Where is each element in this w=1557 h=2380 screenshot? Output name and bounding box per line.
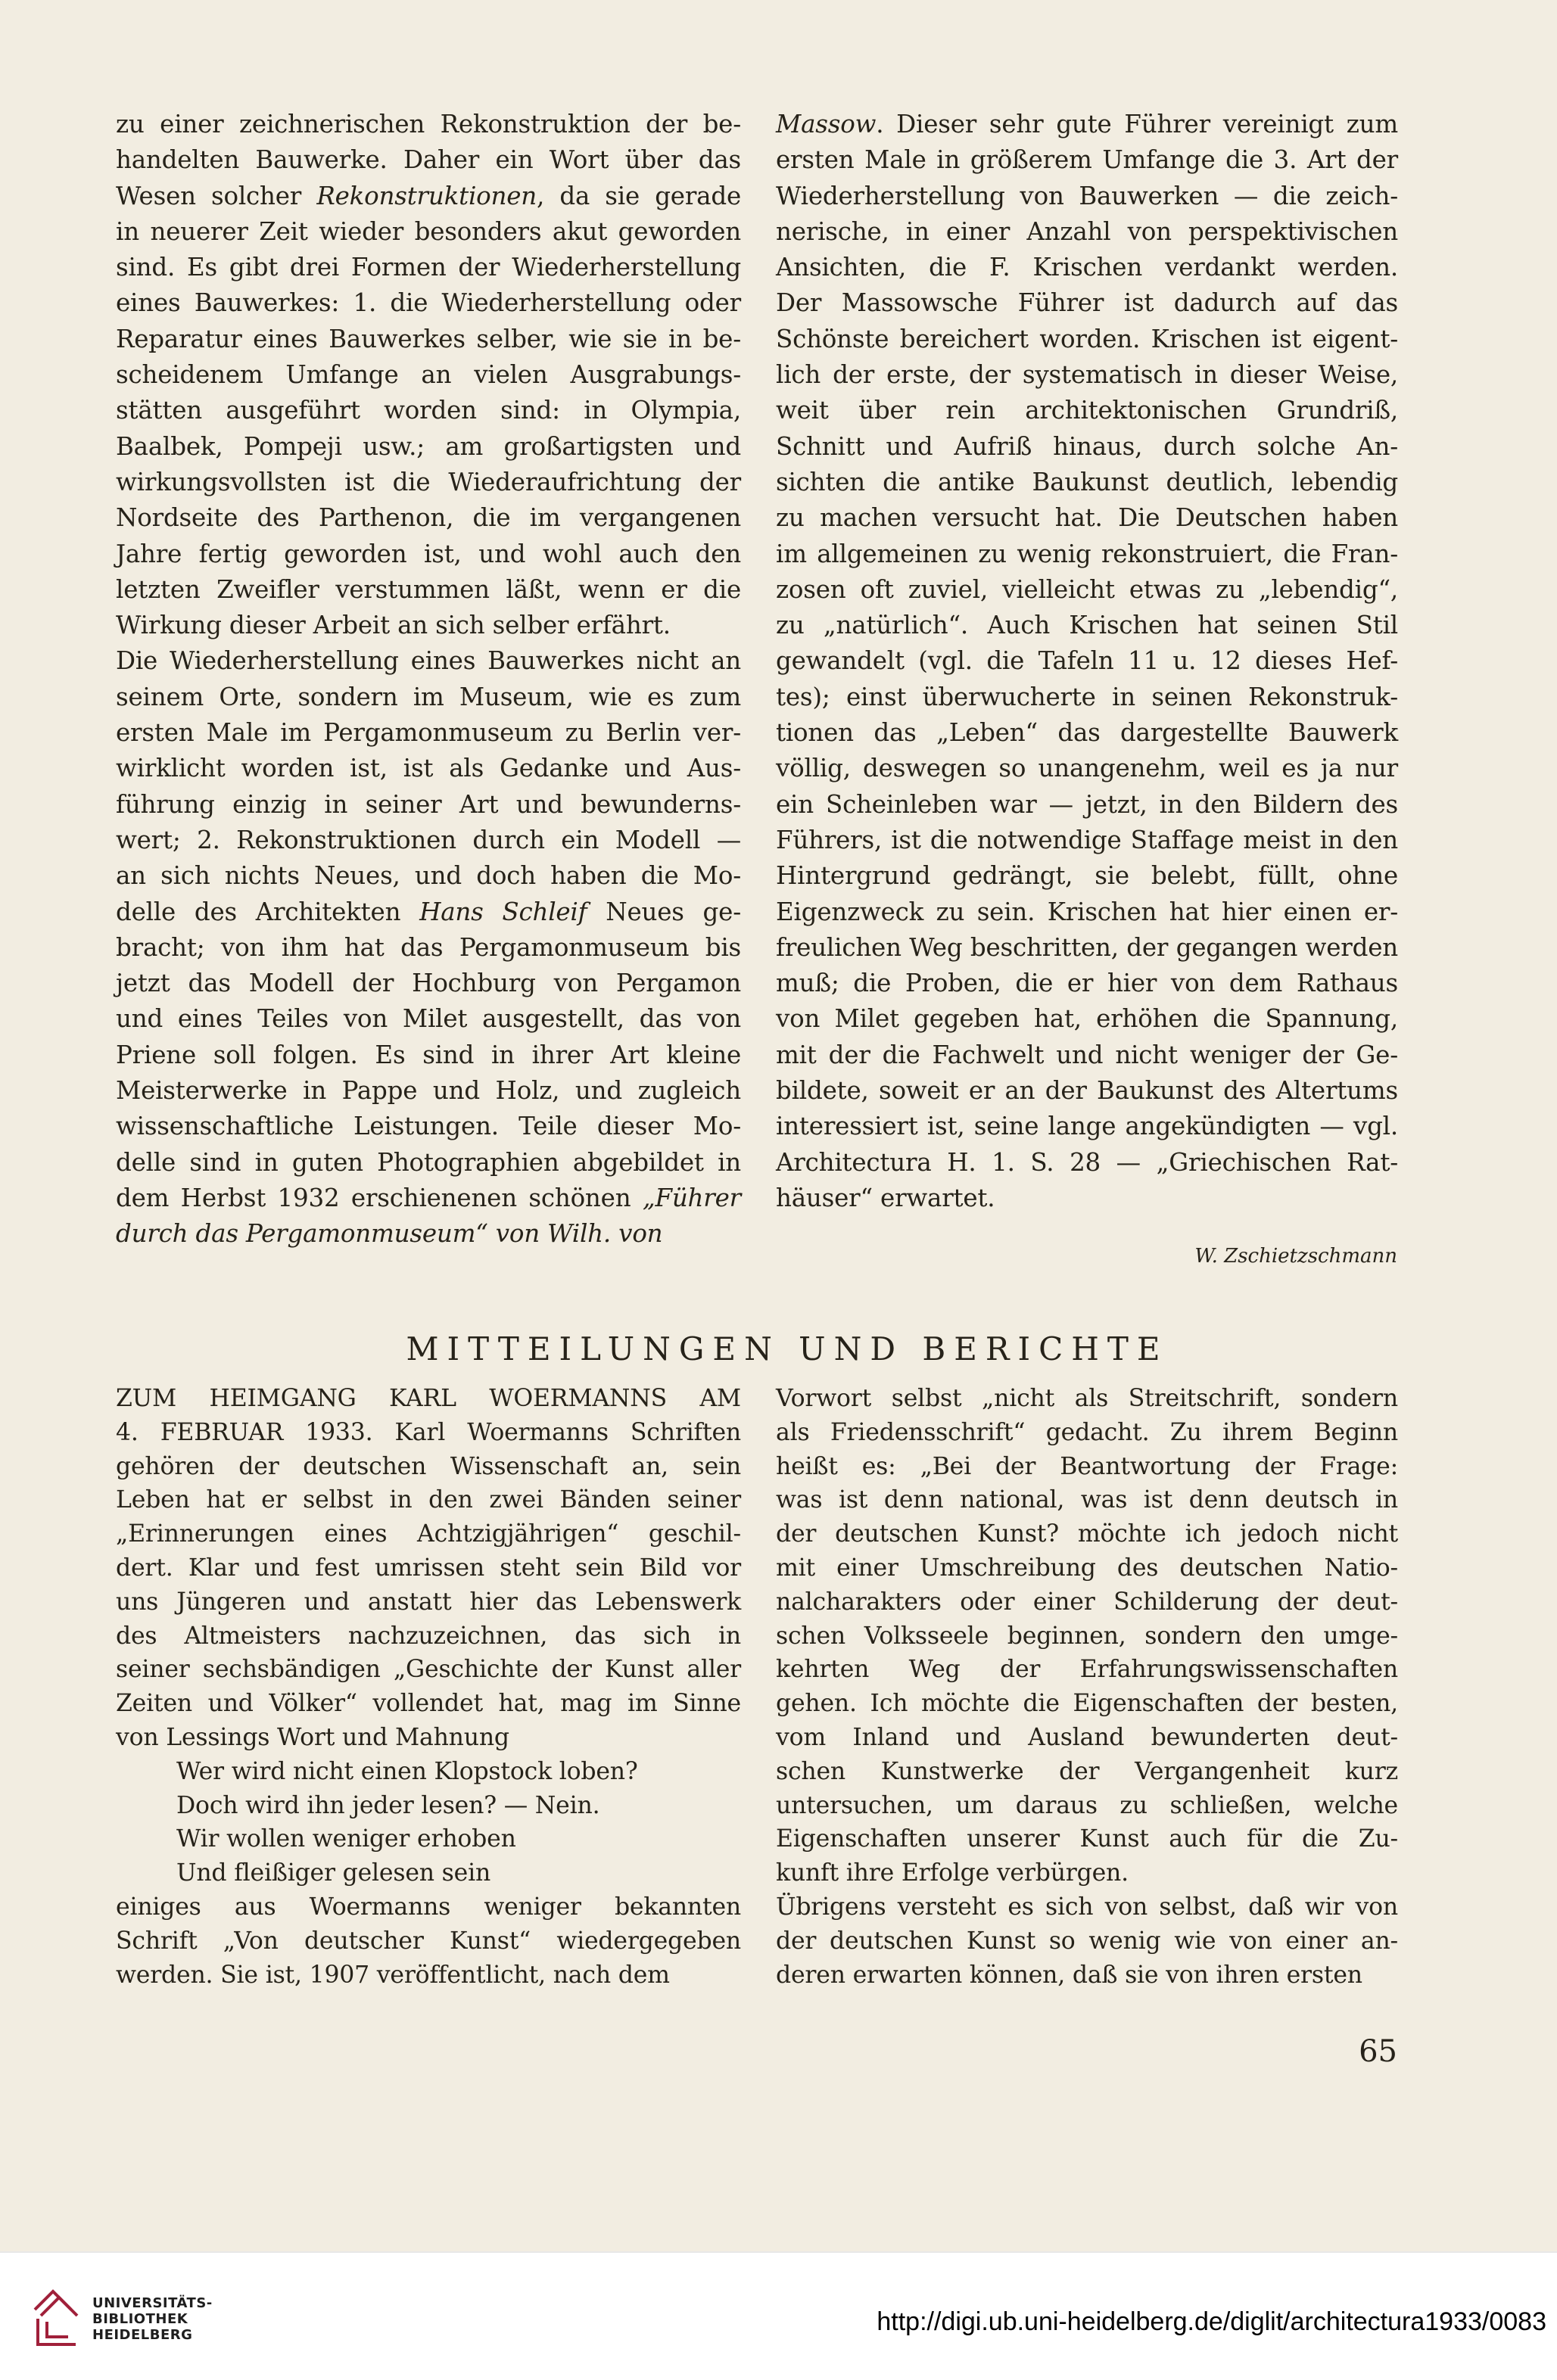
library-name-line: HEIDELBERG (92, 2327, 193, 2343)
text-line: ZUM HEIMGANG KARL WOERMANNS AM (116, 1385, 741, 1412)
text-line: Eigenzweck zu sein. Krischen hat hier einen er- (776, 897, 1398, 926)
text-line: schen Kunstwerke der Vergangenheit kurz (776, 1757, 1398, 1785)
text-line: Jahre fertig geworden ist, und wohl auch den (116, 539, 741, 568)
text-line (116, 1216, 741, 1252)
text-line: muß; die Proben, die er hier von dem Rathaus (776, 969, 1398, 998)
text-line: zu machen versucht hat. Die Deutschen haben (776, 503, 1398, 533)
text-line: Leben hat er selbst in den zwei Bänden seiner (116, 1486, 741, 1514)
text-line: 4. FEBRUAR 1933. Karl Woermanns Schriften (116, 1418, 741, 1446)
text-line: sind. Es gibt drei Formen der Wiederherstellung (116, 253, 741, 282)
text-line: der deutschen Kunst? möchte ich jedoch nicht (776, 1520, 1398, 1548)
page-number: 65 (1359, 2034, 1397, 2069)
text-line: lich der erste, der systematisch in dieser Weise, (776, 360, 1398, 390)
italic-segment: „Führer (642, 1183, 741, 1212)
text-line: gewandelt (vgl. die Tafeln 11 u. 12 dieses Hef- (776, 646, 1398, 676)
text-line: zosen oft zuviel, vielleicht etwas zu „lebendig“, (776, 574, 1398, 604)
text-line: bracht; von ihm hat das Pergamonmuseum bis (116, 932, 741, 962)
text-segment: dem Herbst 1932 erschienenen schönen (116, 1183, 643, 1212)
text-line: scheidenem Umfange an vielen Ausgrabungs- (116, 360, 741, 390)
text-line: eines Bauwerkes: 1. die Wiederherstellung oder (116, 288, 741, 318)
text-line: Schönste bereichert worden. Krischen ist eigent- (776, 324, 1398, 353)
text-line: was ist denn national, was ist denn deutsch in (776, 1486, 1398, 1514)
text-line: Vorwort selbst „nicht als Streitschrift, sondern (776, 1385, 1398, 1412)
text-line: bildete, soweit er an der Baukunst des Altertums (776, 1076, 1398, 1106)
text-line: Ansichten, die F. Krischen verdankt werden. (776, 253, 1398, 282)
text-line: ersten Male im Pergamonmuseum zu Berlin ver- (116, 718, 741, 748)
text-line: Der Massowsche Führer ist dadurch auf das (776, 288, 1398, 318)
text-line: gehen. Ich möchte die Eigenschaften der besten, (776, 1690, 1398, 1718)
text-line: weit über rein architektonischen Grundriß, (776, 396, 1398, 425)
text-line: im allgemeinen zu wenig rekonstruiert, die Fran- (776, 539, 1398, 568)
text-line: interessiert ist, seine lange angekündigten — vgl. (776, 1112, 1398, 1141)
text-line: häuser“ erwartet. (776, 1183, 995, 1212)
viewer-footer (0, 2251, 1557, 2380)
text-line: von Milet gegeben hat, erhöhen die Spannung, (776, 1004, 1398, 1034)
text-line: von Lessings Wort und Mahnung (116, 1723, 509, 1751)
ub-heidelberg-logo-icon[interactable] (30, 2279, 85, 2349)
text-line: in neuerer Zeit wieder besonders akut geworden (116, 216, 741, 246)
text-line: wirkungsvollsten ist die Wiederaufrichtung der (116, 467, 741, 496)
text-segment: Neues ge- (587, 897, 741, 926)
text-line: Wer wird nicht einen Klopstock loben? (176, 1757, 638, 1785)
permalink-url[interactable]: http://digi.ub.uni-heidelberg.de/diglit/architectura1933/0083 (877, 2307, 1546, 2336)
article-bottom-left-column (116, 1382, 741, 1992)
text-line (116, 894, 741, 930)
text-line: als Friedensschrift“ gedacht. Zu ihrem Beginn (776, 1418, 1398, 1446)
text-line: zu einer zeichnerischen Rekonstruktion der be- (116, 110, 741, 138)
text-line: untersuchen, um daraus zu schließen, welche (776, 1791, 1398, 1819)
text-line: mit der die Fachwelt und nicht weniger der Ge- (776, 1040, 1398, 1069)
text-line (116, 1181, 741, 1216)
text-line: Die Wiederherstellung eines Bauwerkes nicht an (116, 646, 741, 676)
text-line: wert; 2. Rekonstruktionen durch ein Modell — (116, 825, 741, 854)
text-line: des Altmeisters nachzuzeichnen, das sich in (116, 1622, 741, 1650)
text-line: Meisterwerke in Pappe und Holz, und zugleich (116, 1076, 741, 1106)
text-line: „Erinnerungen eines Achtzigjährigen“ geschil- (116, 1520, 741, 1548)
text-line: delle sind in guten Photographien abgebildet in (116, 1147, 741, 1177)
text-line: Wiederherstellung von Bauwerken — die zeich- (776, 181, 1398, 210)
text-line: Übrigens versteht es sich von selbst, daß wir von (776, 1893, 1398, 1921)
article-top-right-column (776, 107, 1398, 1216)
text-line: führung einzig in seiner Art und bewunderns- (116, 789, 741, 819)
text-line: freulichen Weg beschritten, der gegangen werden (776, 932, 1398, 962)
text-line: an sich nichts Neues, und doch haben die Mo- (116, 861, 741, 891)
italic-segment: durch das Pergamonmuseum“ von Wilh. von (116, 1219, 663, 1249)
text-line: werden. Sie ist, 1907 veröffentlicht, nach dem (116, 1961, 670, 1989)
text-line: Führers, ist die notwendige Staffage meist in den (776, 825, 1398, 854)
text-line: stätten ausgeführt worden sind: in Olympia, (116, 396, 741, 425)
text-segment: Wesen solcher (116, 181, 317, 210)
text-line: Eigenschaften unserer Kunst auch für die Zu- (776, 1825, 1398, 1853)
author-signature: W. Zschietzschmann (1194, 1245, 1397, 1268)
text-line: einiges aus Woermanns weniger bekannten (116, 1893, 741, 1921)
text-line: vom Inland und Ausland bewunderten deut- (776, 1723, 1398, 1751)
text-line: dert. Klar und fest umrissen steht sein Bild vor (116, 1554, 741, 1582)
italic-segment: Rekonstruktionen (316, 181, 537, 210)
text-line: Und fleißiger gelesen sein (176, 1859, 491, 1887)
italic-segment: Massow (776, 110, 877, 138)
text-line: Reparatur eines Bauwerkes selber, wie sie in be- (116, 324, 741, 353)
library-name-line: BIBLIOTHEK (92, 2311, 188, 2327)
text-line: Wir wollen weniger erhoben (176, 1825, 516, 1853)
text-line: wirklicht worden ist, ist als Gedanke und Aus- (116, 754, 741, 783)
text-line: Priene soll folgen. Es sind in ihrer Art kleine (116, 1040, 741, 1069)
text-line: völlig, deswegen so unangenehm, weil es ja nur (776, 754, 1398, 783)
text-line: Wirkung dieser Arbeit an sich selber erfährt. (116, 611, 671, 640)
text-line: Doch wird ihn jeder lesen? — Nein. (176, 1791, 600, 1819)
text-line: ersten Male in größerem Umfange die 3. Art der (776, 145, 1398, 175)
text-line: jetzt das Modell der Hochburg von Pergamon (116, 969, 741, 998)
text-line: Hintergrund gedrängt, sie belebt, füllt, ohne (776, 861, 1398, 891)
text-line: Baalbek, Pompeji usw.; am großartigsten und (116, 431, 741, 461)
text-line: Schrift „Von deutscher Kunst“ wiedergegeben (116, 1927, 741, 1955)
logo-strokes (35, 2291, 77, 2344)
text-line: kunft ihre Erfolge verbürgen. (776, 1859, 1129, 1887)
text-line: tes); einst überwucherte in seinen Rekonstruk- (776, 682, 1398, 711)
text-line: Nordseite des Parthenon, die im vergangenen (116, 503, 741, 533)
text-line: schen Volksseele beginnen, sondern den umge- (776, 1622, 1398, 1650)
text-line: seiner sechsbändigen „Geschichte der Kunst aller (116, 1656, 741, 1684)
text-line: und eines Teiles von Milet ausgestellt, das von (116, 1004, 741, 1034)
article-bottom-right-column (776, 1382, 1398, 1992)
text-line: nalcharakters oder einer Schilderung der deut- (776, 1588, 1398, 1616)
text-line: gehören der deutschen Wissenschaft an, sein (116, 1452, 741, 1480)
text-line: kehrten Weg der Erfahrungswissenschaften (776, 1656, 1398, 1684)
text-line: Zeiten und Völker“ vollendet hat, mag im Sinne (116, 1690, 741, 1718)
text-line: der deutschen Kunst so wenig wie von einer an- (776, 1927, 1398, 1955)
text-line: zu „natürlich“. Auch Krischen hat seinen Stil (776, 611, 1398, 640)
text-line: seinem Orte, sondern im Museum, wie es zum (116, 682, 741, 711)
text-line: letzten Zweifler verstummen läßt, wenn er die (116, 574, 741, 604)
text-line (116, 179, 741, 214)
text-line (776, 107, 1398, 142)
text-line: tionen das „Leben“ das dargestellte Bauwerk (776, 718, 1398, 748)
italic-segment: Hans Schleif (419, 897, 587, 926)
text-segment: delle des Architekten (116, 897, 420, 926)
text-line: uns Jüngeren und anstatt hier das Lebenswerk (116, 1588, 741, 1616)
text-line: Architectura H. 1. S. 28 — „Griechischen Rat- (776, 1147, 1398, 1177)
text-segment: . Dieser sehr gute Führer vereinigt zum (876, 110, 1398, 138)
text-line: deren erwarten können, daß sie von ihren ersten (776, 1961, 1362, 1989)
article-top-left-column (116, 107, 741, 1252)
text-line: nerische, in einer Anzahl von perspektivischen (776, 216, 1398, 246)
text-line: ein Scheinleben war — jetzt, in den Bildern des (776, 789, 1398, 819)
section-heading: MITTEILUNGEN UND BERICHTE (406, 1330, 1169, 1367)
text-line: handelten Bauwerke. Daher ein Wort über das (116, 145, 741, 175)
library-name[interactable] (92, 2295, 213, 2343)
text-line: Schnitt und Aufriß hinaus, durch solche An- (776, 431, 1398, 461)
text-segment: , da sie gerade (537, 181, 741, 210)
text-line: wissenschaftliche Leistungen. Teile dieser Mo- (116, 1112, 741, 1141)
text-line: heißt es: „Bei der Beantwortung der Frage: (776, 1452, 1398, 1480)
text-line: mit einer Umschreibung des deutschen Natio- (776, 1554, 1398, 1582)
text-line: sichten die antike Baukunst deutlich, lebendig (776, 467, 1398, 496)
library-name-line: UNIVERSITÄTS- (92, 2295, 213, 2311)
